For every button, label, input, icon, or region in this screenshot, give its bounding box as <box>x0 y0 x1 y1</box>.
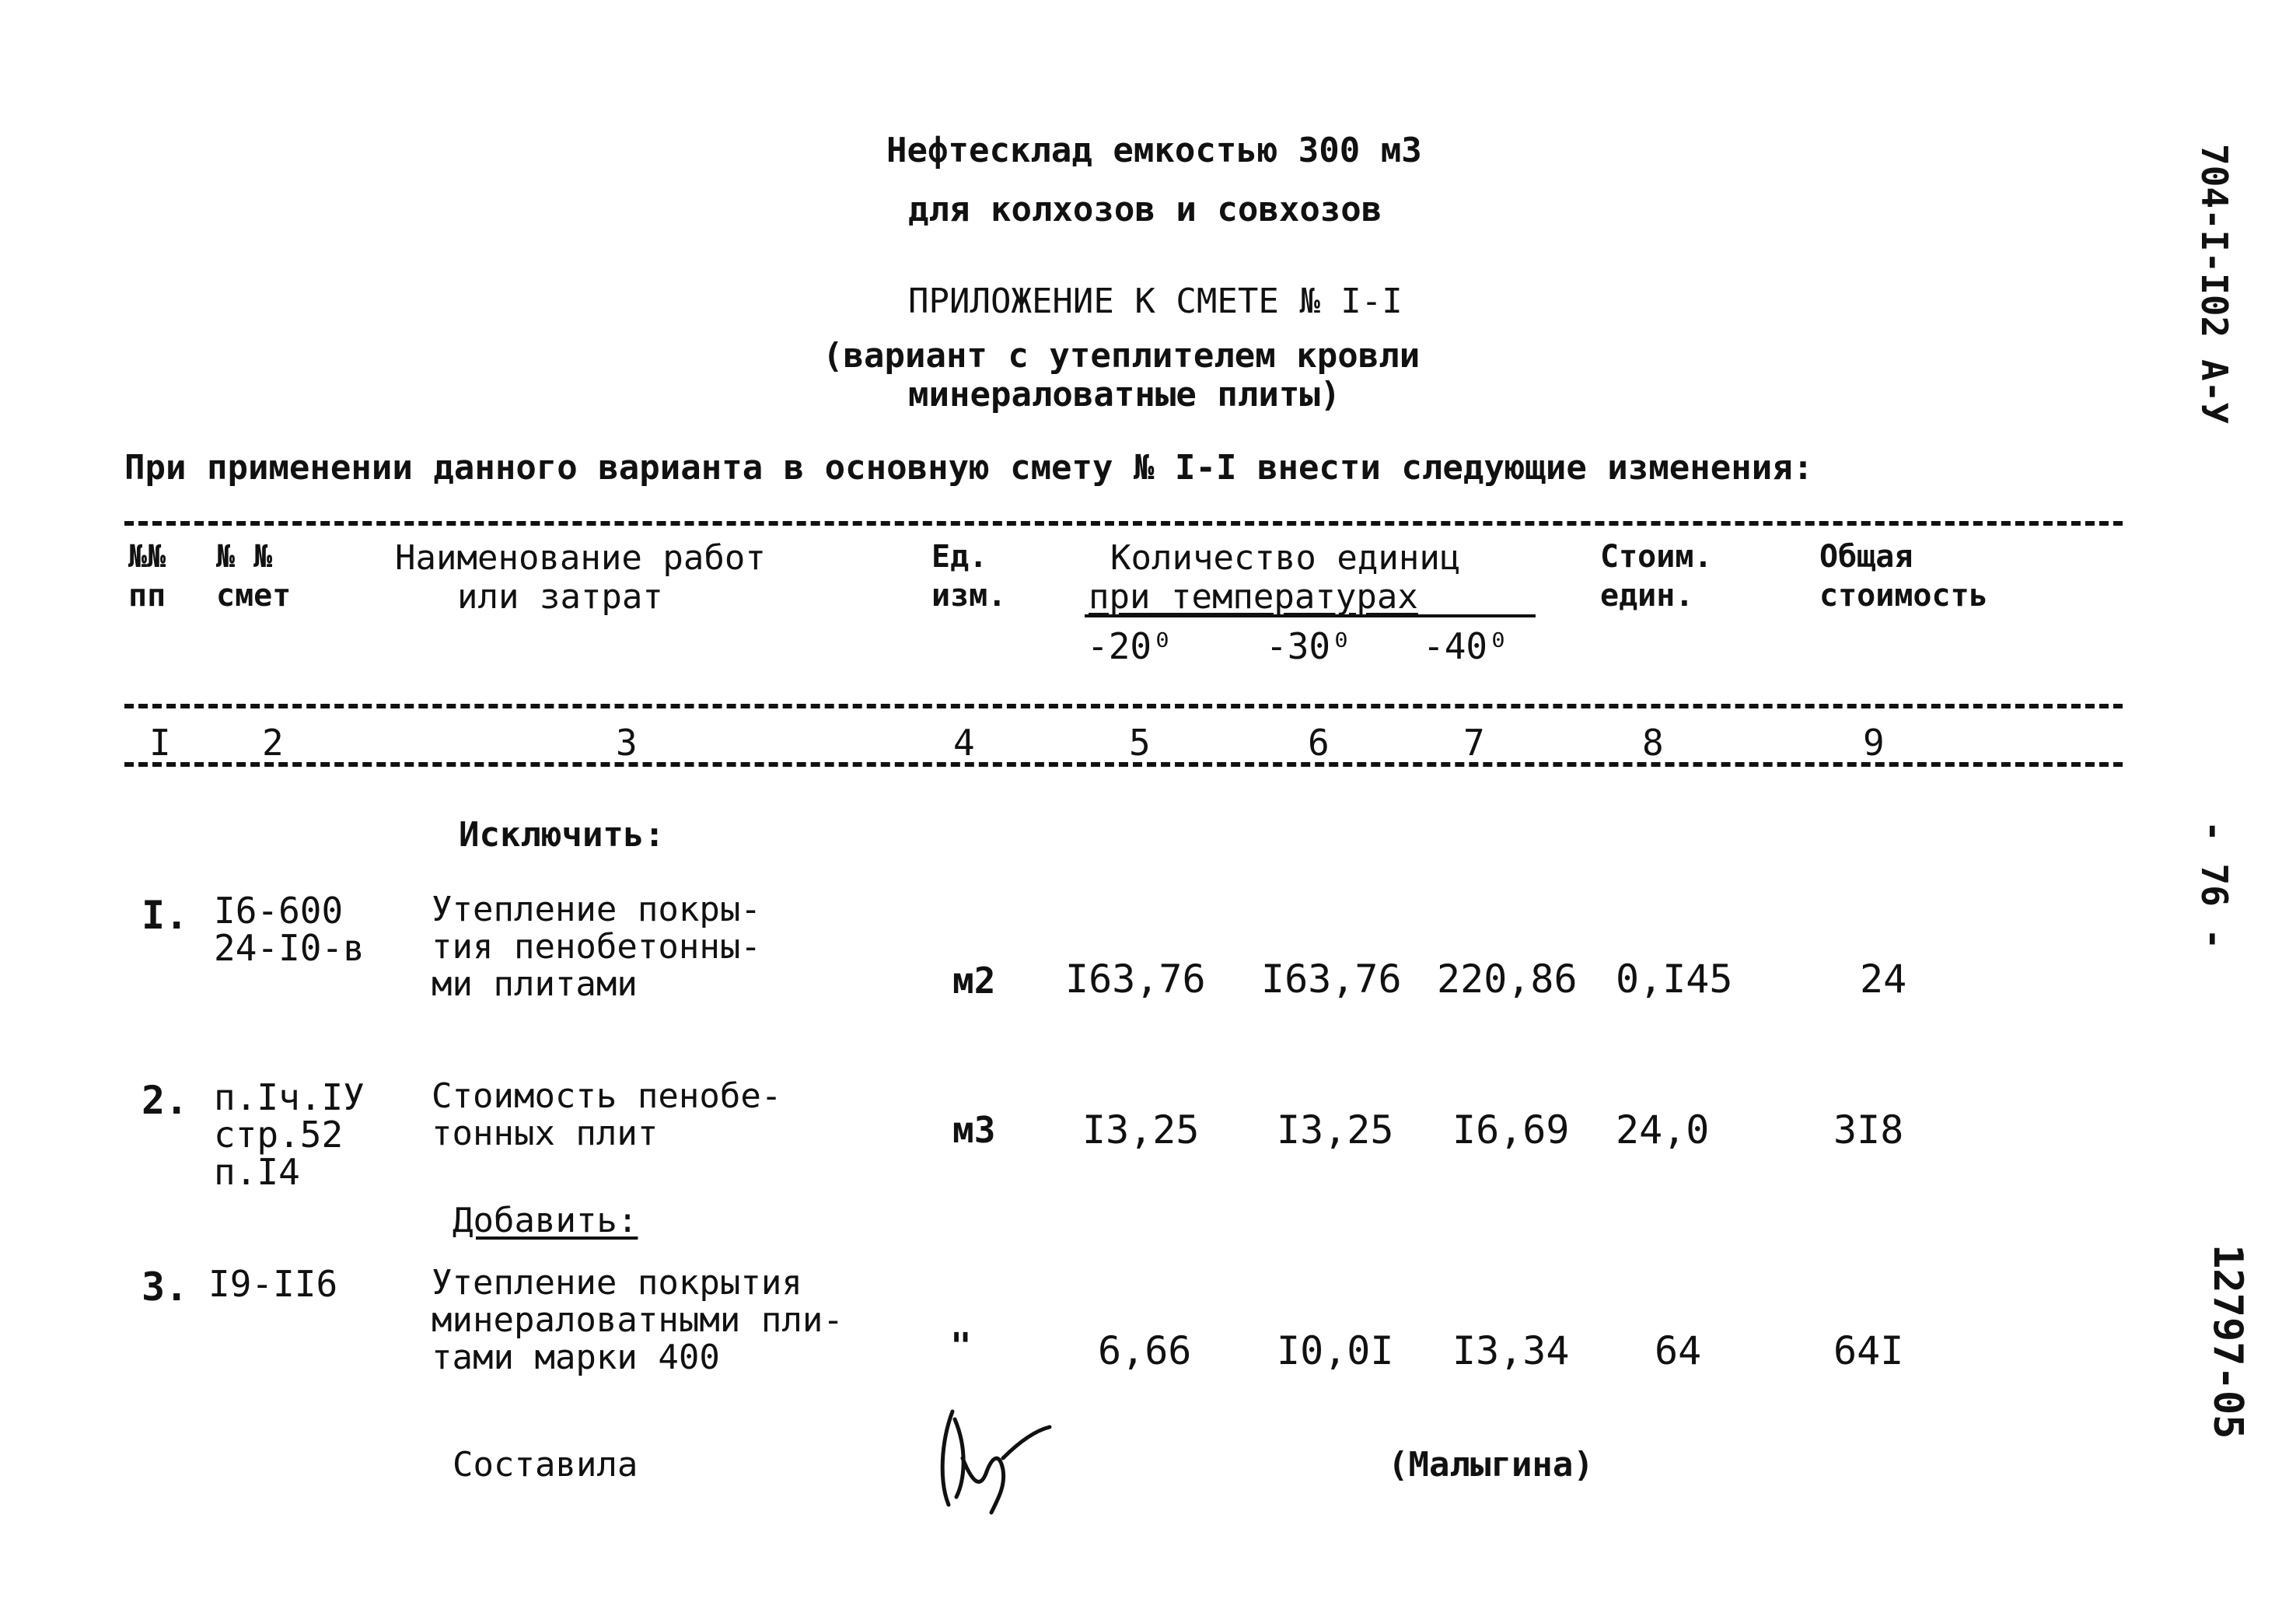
row-qty-20: I63,76 <box>1065 957 1206 1002</box>
header-temp-30: -30⁰ <box>1266 625 1352 667</box>
doc-title: ПРИЛОЖЕНИЕ К СМЕТЕ № I-I <box>908 282 1403 321</box>
column-number: 5 <box>1126 725 1154 761</box>
column-number: 4 <box>950 725 978 761</box>
row-qty-20: 6,66 <box>1098 1328 1192 1373</box>
side-code: 704-I-I02 А-У <box>2193 144 2235 425</box>
column-number: 6 <box>1305 725 1333 761</box>
header-col5-a: Количество единиц <box>1110 538 1461 578</box>
header-col9-a: Общая <box>1819 539 1913 575</box>
header-col2-a: № № <box>216 539 273 575</box>
temperature-rule <box>1085 614 1536 617</box>
row-number: 3. <box>142 1264 189 1310</box>
table-top-rule <box>124 521 2123 526</box>
signature-mark <box>925 1396 1065 1520</box>
doc-heading-line1: Нефтесклад емкостью 300 м3 <box>886 131 1422 170</box>
footer-composer-name: (Малыгина) <box>1388 1445 1594 1485</box>
row-qty-40: I6,69 <box>1452 1107 1570 1153</box>
row-unit: " <box>950 1325 972 1367</box>
row-number: I. <box>142 893 189 938</box>
row-name-3: тами марки 400 <box>432 1338 720 1377</box>
row-name-1: Утепление покры- <box>432 890 761 929</box>
column-number: 7 <box>1460 725 1488 761</box>
row-unit: м2 <box>952 960 996 1002</box>
row-unit: м3 <box>952 1109 996 1151</box>
column-numbers-top-rule <box>124 704 2123 708</box>
doc-subtitle-1: (вариант с утеплителем кровли <box>823 336 1421 376</box>
row-name-3: ми плитами <box>432 964 638 1004</box>
row-estimate-1: п.Iч.IУ <box>214 1076 365 1118</box>
side-page-number: - 76 - <box>2193 820 2235 950</box>
row-estimate-1: I6-600 <box>214 890 344 932</box>
row-total-cost: 3I8 <box>1833 1107 1904 1153</box>
doc-heading-line2: для колхозов и совхозов <box>908 190 1382 229</box>
row-unit-price: 24,0 <box>1616 1107 1710 1153</box>
row-estimate-2: стр.52 <box>214 1114 344 1156</box>
intro-text: При применении данного варианта в основную смету № I-I внести следующие изменения: <box>124 448 1814 488</box>
row-name-1: Стоимость пенобе- <box>432 1076 782 1116</box>
header-col3-a: Наименование работ <box>395 538 766 578</box>
header-col2-b: смет <box>216 578 292 614</box>
column-number: 3 <box>613 725 641 761</box>
column-number: 2 <box>259 725 287 761</box>
row-name-2: тонных плит <box>432 1114 659 1153</box>
header-temp-40: -40⁰ <box>1423 625 1509 667</box>
header-col3-b: или затрат <box>457 577 663 617</box>
row-total-cost: 24 <box>1860 957 1907 1002</box>
row-unit-price: 64 <box>1655 1328 1702 1373</box>
row-number: 2. <box>142 1078 189 1123</box>
header-col1-a: №№ <box>128 539 166 575</box>
header-col5-b: при температурах <box>1089 577 1418 617</box>
row-qty-30: I0,0I <box>1277 1328 1394 1373</box>
header-col4-b: изм. <box>931 578 1007 614</box>
header-temp-20: -20⁰ <box>1087 625 1173 667</box>
header-col8-a: Стоим. <box>1600 539 1713 575</box>
side-registration-number: 12797-05 <box>2204 1244 2251 1439</box>
doc-subtitle-2: минераловатные плиты) <box>908 375 1341 414</box>
header-col9-b: стоимость <box>1819 578 1988 614</box>
row-name-1: Утепление покрытия <box>432 1263 802 1303</box>
column-number: 9 <box>1860 725 1888 761</box>
row-estimate-2: 24-I0-в <box>214 927 365 969</box>
row-total-cost: 64I <box>1833 1328 1904 1373</box>
section-exclude-label: Исключить: <box>459 815 665 855</box>
column-number: 8 <box>1639 725 1667 761</box>
column-numbers-bottom-rule <box>124 762 2123 767</box>
section-add-label: Добавить: <box>453 1201 638 1240</box>
header-col8-b: един. <box>1600 578 1694 614</box>
header-col1-b: пп <box>128 578 166 614</box>
row-unit-price: 0,I45 <box>1616 957 1733 1002</box>
row-qty-20: I3,25 <box>1082 1107 1200 1153</box>
header-col4-a: Ед. <box>931 539 988 575</box>
row-qty-40: 220,86 <box>1437 957 1578 1002</box>
row-qty-40: I3,34 <box>1452 1328 1570 1373</box>
row-name-2: минераловатными пли- <box>432 1300 844 1340</box>
row-qty-30: I3,25 <box>1277 1107 1394 1153</box>
row-name-2: тия пенобетонны- <box>432 927 761 967</box>
row-qty-30: I63,76 <box>1261 957 1402 1002</box>
row-estimate-3: п.I4 <box>214 1151 300 1193</box>
column-number: I <box>146 725 174 761</box>
footer-composed-label: Составила <box>453 1445 638 1485</box>
row-estimate-1: I9-II6 <box>208 1263 338 1305</box>
